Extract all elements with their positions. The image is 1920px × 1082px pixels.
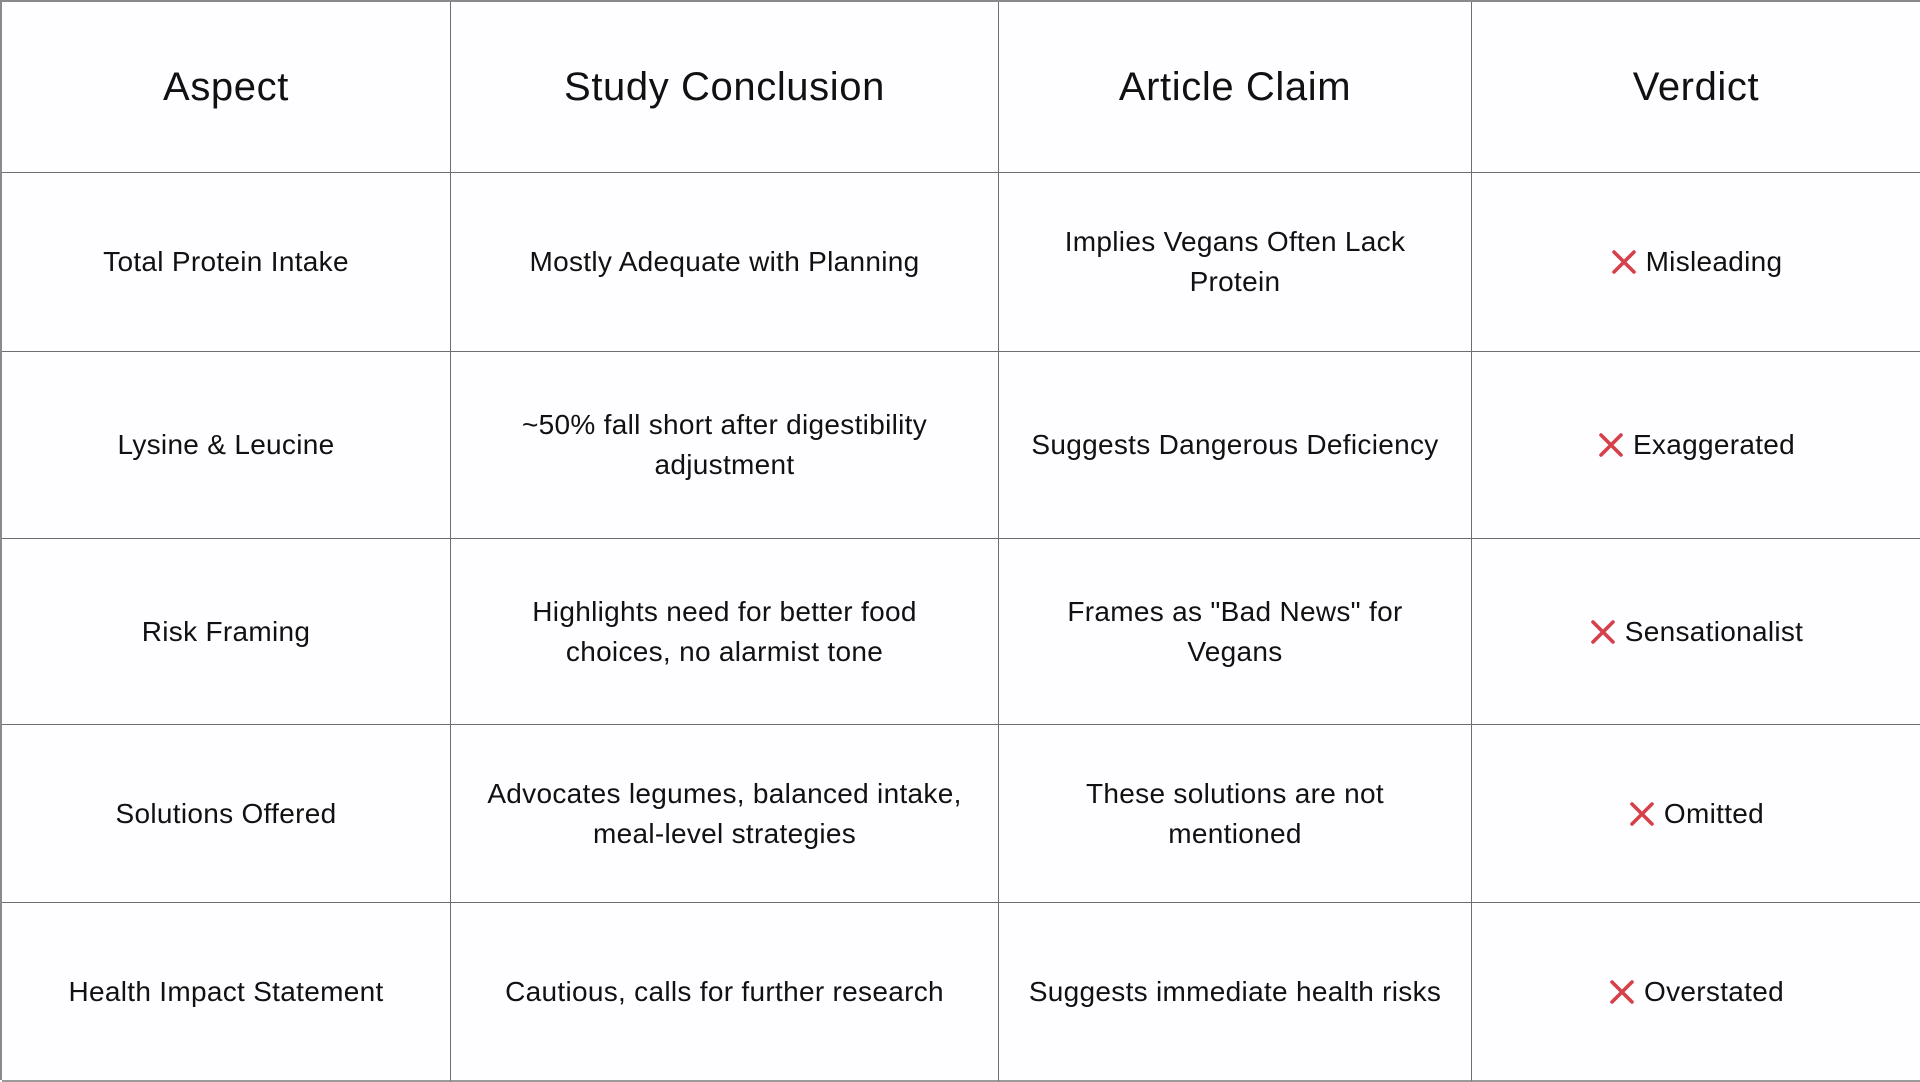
- table-row-2-verdict: [1472, 352, 1920, 539]
- table-row-5-aspect: [2, 903, 451, 1082]
- x-mark-icon: [1628, 800, 1656, 828]
- article-text: Suggests Dangerous Deficiency: [1031, 429, 1439, 460]
- study-text: Advocates legumes, balanced intake, meal-level strategies: [487, 777, 962, 849]
- header-verdict: [1472, 2, 1920, 173]
- header-article-claim: [999, 2, 1472, 173]
- study-text: Highlights need for better food choices, no alarmist tone: [532, 595, 917, 667]
- x-mark-icon: [1597, 431, 1625, 459]
- study-text: Cautious, calls for further research: [505, 975, 944, 1007]
- verdict-badge: [1608, 972, 1784, 1012]
- study-text: ~50% fall short after digestibility adjustment: [521, 409, 928, 480]
- table-row-1-article: [999, 173, 1472, 352]
- verdict-text: Sensationalist: [1624, 615, 1804, 647]
- verdict-text: Misleading: [1645, 246, 1783, 277]
- table-row-5-article: [999, 903, 1472, 1082]
- aspect-text: Risk Framing: [141, 615, 311, 647]
- table-row-4-aspect: [2, 725, 451, 903]
- header-article-claim-label: Article Claim: [1118, 65, 1352, 109]
- table-row-3-verdict: [1472, 539, 1920, 725]
- table-row-5-study: [451, 903, 999, 1082]
- header-study-conclusion-label: Study Conclusion: [564, 65, 885, 109]
- table-row-3-article: [999, 539, 1472, 725]
- article-text: Suggests immediate health risks: [1028, 975, 1442, 1007]
- article-text: Frames as "Bad News" for Vegans: [1067, 595, 1403, 667]
- aspect-text: Lysine & Leucine: [117, 429, 335, 460]
- verdict-badge: [1597, 425, 1795, 465]
- table-row-1-study: [451, 173, 999, 352]
- verdict-text: Overstated: [1644, 975, 1784, 1007]
- article-text: Implies Vegans Often Lack Protein: [1064, 226, 1406, 297]
- table-row-2-article: [999, 352, 1472, 539]
- verdict-text: Exaggerated: [1632, 429, 1796, 460]
- table-row-1-aspect: [2, 173, 451, 352]
- x-mark-icon: [1610, 248, 1638, 276]
- verdict-badge: [1628, 794, 1764, 834]
- aspect-text: Total Protein Intake: [103, 246, 349, 277]
- verdict-badge: [1610, 242, 1783, 282]
- table-row-5-verdict: [1472, 903, 1920, 1082]
- table-row-2-study: [451, 352, 999, 539]
- header-aspect: [2, 2, 451, 173]
- header-study-conclusion: [451, 2, 999, 173]
- verdict-badge: [1589, 612, 1804, 652]
- header-verdict-label: Verdict: [1632, 65, 1760, 109]
- x-mark-icon: [1608, 978, 1636, 1006]
- table-row-3-study: [451, 539, 999, 725]
- article-text: These solutions are not mentioned: [1086, 777, 1384, 849]
- header-aspect-label: Aspect: [163, 65, 289, 109]
- aspect-text: Health Impact Statement: [68, 975, 384, 1007]
- verdict-text: Omitted: [1663, 797, 1765, 829]
- study-text: Mostly Adequate with Planning: [529, 246, 920, 277]
- table-row-4-verdict: [1472, 725, 1920, 903]
- x-mark-icon: [1589, 618, 1617, 646]
- table-row-4-study: [451, 725, 999, 903]
- table-row-2-aspect: [2, 352, 451, 539]
- table-row-4-article: [999, 725, 1472, 903]
- aspect-text: Solutions Offered: [115, 797, 337, 829]
- table-row-3-aspect: [2, 539, 451, 725]
- table-row-1-verdict: [1472, 173, 1920, 352]
